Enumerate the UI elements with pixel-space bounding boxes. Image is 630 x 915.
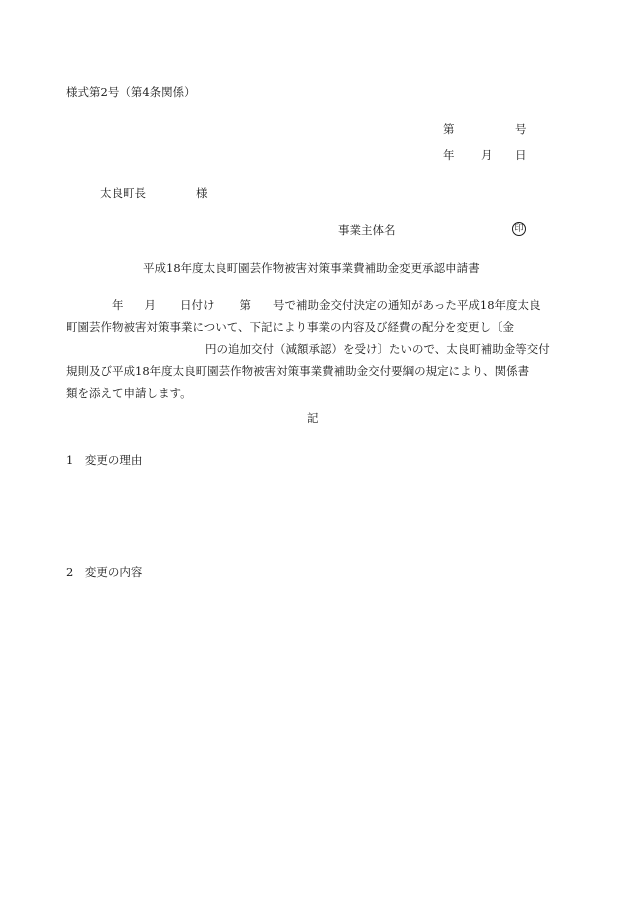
- body-dated: 日付け: [180, 298, 215, 312]
- body-line: [66, 298, 541, 312]
- addressee-name: 太良町長: [100, 186, 146, 200]
- document-title: 平成18年度太良町園芸作物被害対策事業費補助金変更承認申請書: [143, 261, 480, 275]
- applicant-label: 事業主体名: [338, 223, 396, 237]
- section-heading-reason: 1 変更の理由: [66, 453, 143, 467]
- doc-number-prefix: 第: [443, 122, 455, 136]
- addressee-honorific: 様: [196, 186, 208, 200]
- ki-heading: 記: [307, 411, 319, 425]
- date-month: 月: [481, 148, 493, 162]
- body-no: 第: [239, 298, 251, 312]
- form-number: 様式第2号（第4条関係）: [66, 85, 196, 99]
- body-month: 月: [144, 298, 156, 312]
- body-line: [66, 342, 550, 356]
- body-line: 町園芸作物被害対策事業について、下記により事業の内容及び経費の配分を変更し〔金: [66, 320, 515, 334]
- seal-mark: 印: [512, 222, 526, 236]
- body-line1-rest: 号で補助金交付決定の通知があった平成18年度太良: [273, 298, 541, 312]
- body-year: 年: [112, 298, 124, 312]
- body-line3-text: 円の追加交付（減額承認）を受け〕たいので、太良町補助金等交付: [205, 342, 550, 356]
- doc-number-suffix: 号: [515, 122, 527, 136]
- date-year: 年: [443, 148, 455, 162]
- body-line: 類を添えて申請します。: [66, 386, 192, 400]
- section-heading-content: 2 変更の内容: [66, 565, 143, 579]
- date-day: 日: [515, 148, 527, 162]
- body-line: 規則及び平成18年度太良町園芸作物被害対策事業費補助金交付要綱の規定により、関係書: [66, 364, 530, 378]
